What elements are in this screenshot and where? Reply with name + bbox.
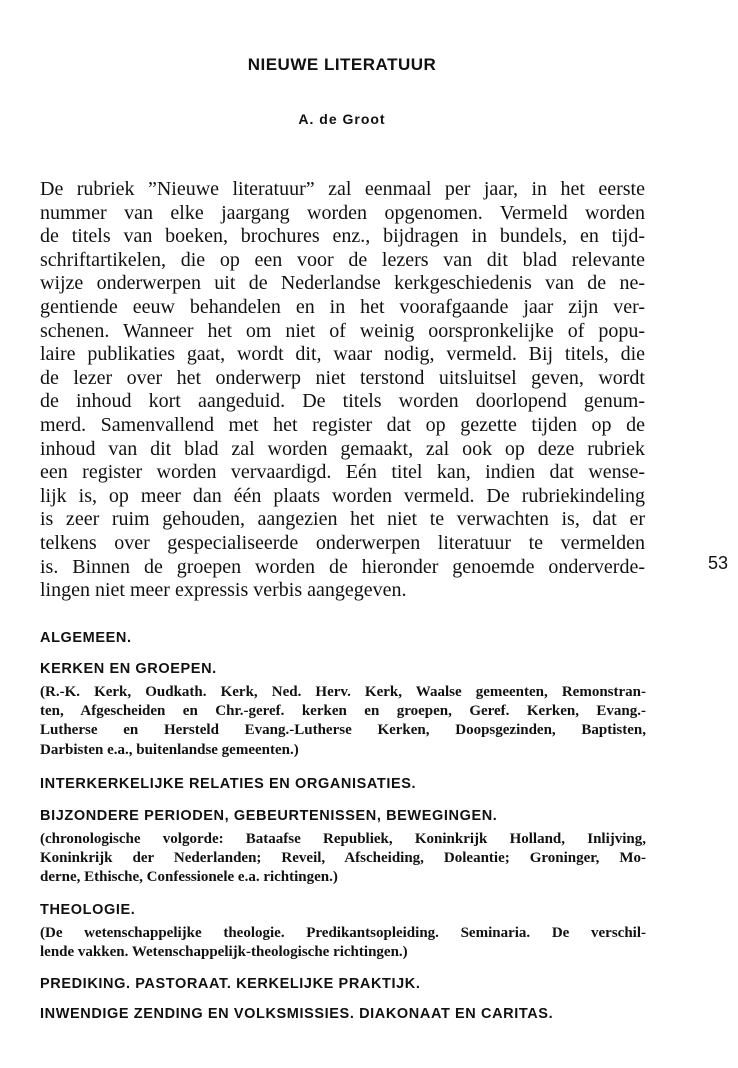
intro-line: telkens over gespecialiseerde onderwerpen literatuur te vermelden: [40, 531, 645, 554]
intro-line: schriftartikelen, die op een voor de lezers van dit blad relevante: [40, 248, 645, 271]
intro-line: de inhoud kort aangeduid. De titels worden doorlopend genum-: [40, 390, 645, 413]
section-algemeen: [40, 628, 660, 648]
intro-paragraph: [40, 178, 645, 603]
description-line: (De wetenschappelijke theologie. Predikantsopleiding. Seminaria. De verschil-: [40, 925, 646, 941]
author-name: A. de Groot: [298, 111, 386, 127]
intro-line: schenen. Wanneer het om niet of weinig oorspronkelijke of popu-: [40, 319, 645, 342]
description-line: lende vakken. Wetenschappelijk-theologische richtingen.): [40, 944, 408, 961]
intro-line: laire publikaties gaat, wordt dit, waar nodig, vermeld. Bij titels, die: [40, 343, 645, 366]
section-bijzondere-perioden: [40, 806, 660, 888]
section-heading: BIJZONDERE PERIODEN, GEBEURTENISSEN, BEWEGINGEN.: [40, 808, 498, 824]
description-line: (R.-K. Kerk, Oudkath. Kerk, Ned. Herv. Kerk, Waalse gemeenten, Remonstran-: [40, 684, 646, 700]
section-inwendige-zending: [40, 1004, 660, 1024]
intro-line: de lezer over het onderwerp niet terstond uitsluitsel geven, wordt: [40, 366, 645, 389]
description-line: Lutherse en Hersteld Evang.-Lutherse Kerken, Doopsgezinden, Baptisten,: [40, 722, 646, 739]
description-line: derne, Ethische, Confessionele e.a. richtingen.): [40, 869, 338, 886]
section-heading: THEOLOGIE.: [40, 902, 136, 918]
section-theologie: [40, 900, 660, 962]
section-heading: INWENDIGE ZENDING EN VOLKSMISSIES. DIAKONAAT EN CARITAS.: [40, 1006, 554, 1022]
intro-line: een register worden vervaardigd. Eén titel kan, indien dat wense-: [40, 461, 645, 484]
intro-line: is. Binnen de groepen worden de hieronder genoemde onderverde-: [40, 555, 645, 578]
section-prediking: [40, 974, 660, 994]
section-kerken-en-groepen: [40, 659, 660, 760]
intro-line: merd. Samenvallend met het register dat op gezette tijden op de: [40, 413, 645, 436]
section-description: [40, 924, 646, 962]
section-heading: ALGEMEEN.: [40, 630, 132, 646]
intro-line: De rubriek ”Nieuwe literatuur” zal eenmaal per jaar, in het eerste: [40, 178, 645, 200]
page-number: 53: [708, 553, 729, 573]
intro-line: de titels van boeken, brochures enz., bijdragen in bundels, en tijd-: [40, 225, 645, 248]
intro-line: lijk is, op meer dan één plaats worden vermeld. De rubriekindeling: [40, 484, 645, 507]
intro-line: gentiende eeuw behandelen en in het voorafgaande jaar zijn ver-: [40, 295, 645, 318]
section-interkerkelijke-relaties: [40, 774, 660, 794]
intro-line: nummer van elke jaargang worden opgenomen. Vermeld worden: [40, 201, 645, 224]
section-description: [40, 830, 646, 888]
section-heading: INTERKERKELIJKE RELATIES EN ORGANISATIES.: [40, 776, 417, 792]
description-line: Darbisten e.a., buitenlandse gemeenten.): [40, 741, 299, 758]
intro-line: inhoud van dit blad zal worden gemaakt, zal ook op deze rubriek: [40, 437, 645, 460]
intro-line: wijze onderwerpen uit de Nederlandse kerkgeschiedenis van de ne-: [40, 272, 645, 295]
description-line: (chronologische volgorde: Bataafse Republiek, Koninkrijk Holland, Inlijving,: [40, 831, 646, 847]
section-heading: PREDIKING. PASTORAAT. KERKELIJKE PRAKTIJK.: [40, 976, 421, 992]
intro-line: lingen niet meer expressis verbis aangegeven.: [40, 579, 407, 602]
description-line: Koninkrijk der Nederlanden; Reveil, Afscheiding, Doleantie; Groninger, Mo-: [40, 850, 646, 867]
section-heading: KERKEN EN GROEPEN.: [40, 661, 217, 677]
section-description: [40, 683, 646, 760]
description-line: ten, Afgescheiden en Chr.-geref. kerken en groepen, Geref. Kerken, Evang.-: [40, 703, 646, 720]
page-title: NIEUWE LITERATUUR: [247, 55, 437, 74]
intro-line: is zeer ruim gehouden, aangezien het niet te verwachten is, dat er: [40, 508, 645, 531]
